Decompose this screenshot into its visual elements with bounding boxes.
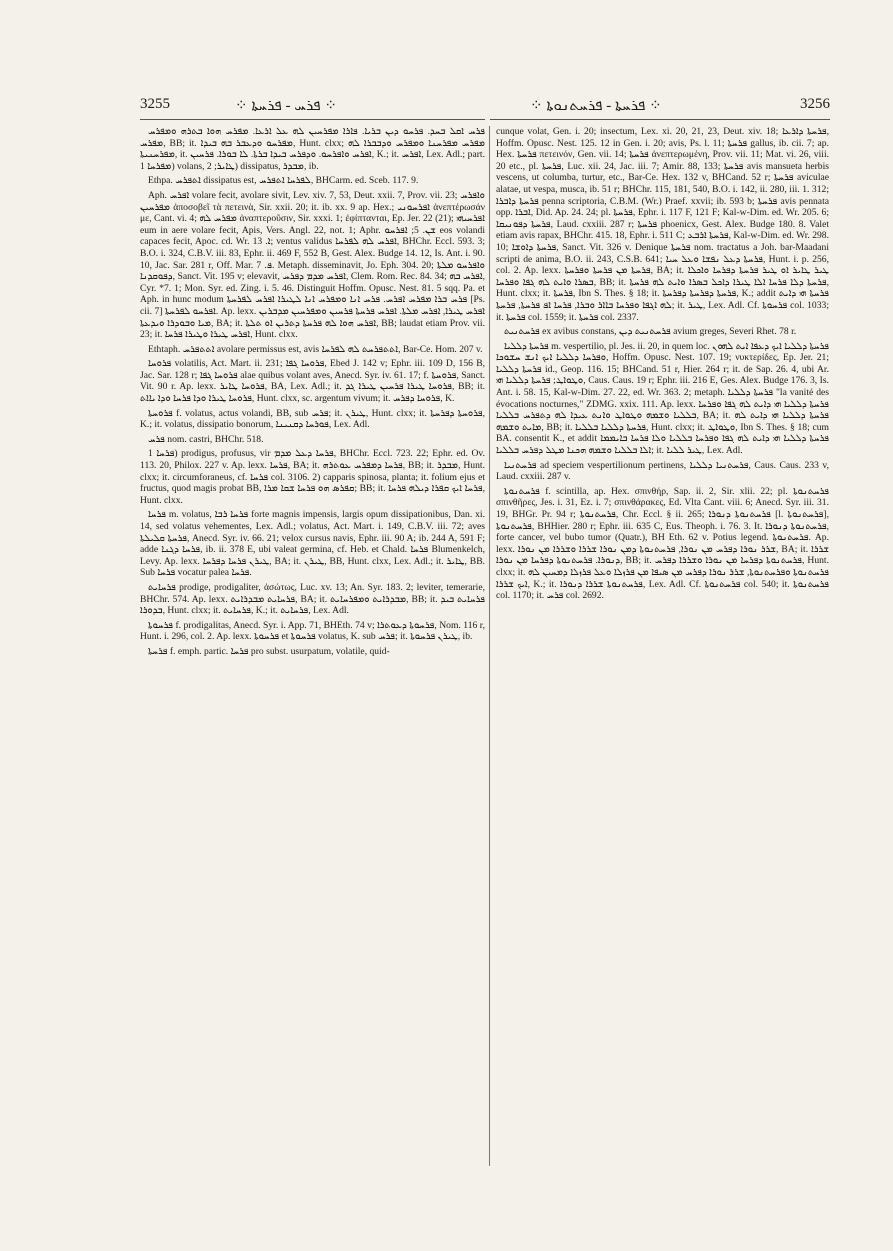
dictionary-entry: ܦܪܘܚܬܐ f. volatus, actus volandi, BB, sub ܦܪܚ; it. ܛܝܪܢ, Hunt. clxx; it. ܦܪܘܚܬܐ ܕܦܪܚܬܐ, K.; it. volatus, dissipatio bonorum, ܦܘܪܚܐ ܕܩܢܝܢܐ, Lex. Adl. bbox=[140, 407, 485, 431]
dictionary-entry: ܦܪܚܬܢܝܐ ad speciem vespertilionum pertinens, ܦܪܚܬܢܝܐ ܕܠܠܝܐ, Caus. Caus. 233 v, Laud. cxxiii. 287 v. bbox=[496, 459, 829, 483]
page-header bbox=[140, 96, 830, 118]
column-divider bbox=[489, 126, 490, 1166]
dictionary-entry: ܦܪܚܐ m. volatus, ܦܪܚܐ ܪܒܐ forte magnis impensis, largis opum dissipationibus, Dan. xi. 14, sed volatus vehementes, Lex. Adl.; volatus, Act. Mart. i. 149, C.B.V. iii. 72; aves ܦܪܚܬܐ ܩܠܝܠܬܐ, Anecd. Syr. iv. 66. 21; velox cursus navis, Ephr. iii. 90 A; ib. 244 A, 591 F; adde ܦܪܚܐ ܕܓܢܐ, ib. ii. 378 E, ubi valeat germina, cf. Heb. et Chald. ܦܪܚܐ Blumenkelch, Levy. Ap. lexx. ܛܝܪܢ ܦܪܚܐ ܕܦܪܚܐ, BA; it. ܛܝܪܢ, BB, Hunt. clxx, Lex. Adl.; it. ܛܐܝܪ, BB. Sub ܦܪܚܐ vocatur palea ܦܪܚܐ. bbox=[140, 509, 485, 579]
header-rule-left bbox=[140, 119, 485, 120]
dictionary-entry: Ethpa. ܐܬܦܪܚ dissipatus est, ܠܦܪܚܐ ܐܬܦܪܚ, BHCarm. ed. Sceb. 117. 9. bbox=[148, 175, 419, 187]
running-head-right: ⁘ ܦܪܚܬܐ - ܦܪܚܬܢܘܬܐ ⁘ bbox=[530, 98, 662, 114]
dictionary-entry: ܦܪܚܐܝܬ prodige, prodigaliter, ἀσώτως, Luc. xv. 13; An. Syr. 183. 2; leviter, temerarie, BHChr. 574. Ap. lexx. ܦܪܚܐܝܬ ܡܒܕܪܐܝܬ, BA; it. ܡܒܕܪܐܝܬ ܘܡܦܪܚܐܝܬ, BB; it. ܦܪܚܐܝܬ ܒܝܕ ܒܕܘܪܐ, Hunt. clxx; it. ܦܪܚܐܝܬ, K.; it. ܦܪܚܐܝܬ, Lex. Adl. bbox=[140, 581, 485, 617]
dictionary-entry: ܦܪܚܬܢܝܬ ex avibus constans, ܦܪܚܬܢܝܬ ܕܝܢ avium greges, Severi Rhet. 78 r. bbox=[504, 326, 797, 338]
dictionary-entry: ܦܪܚܬܐ f. emph. partic. ܦܪܚܐ pro subst. usurpatum, volatile, quid- bbox=[148, 645, 390, 657]
left-column bbox=[140, 126, 485, 1166]
page-number-right: 3256 bbox=[800, 96, 830, 112]
dictionary-entry: ܦܪܚܬܐ ܕܠܠܝܐ m. vespertilio, pl. Jes. ii. 20, in quem loc. ܦܪܚܬܐ ܕܠܠܝܐ ܐܝܟ ܕܥܦܐ ܐܝܬ ܠܗܘܢ ܘܦܪܚܐ ܕܠܠܝܐ ܐܝܟ ܐܢܫ ܚܫܘܟܐ, Hoffm. Opusc. Nest. 107. 19; νυκτερίδες, Ep. Jer. 21; ܦܪܚܬܐ ܕܠܠܝܐ id., Geop. 116. 15; BHCand. 51 r, Hier. 264 r; it. de Sap. 26. 4, ubi Ar. ܘܛܘܐܛ; ܦܪܚܬܐ ܕܠܠܝܐ ܗܝ, Caus. Caus. 19 r; Ephr. iii. 216 E, Ges. Alex. Budge 176. 3, Is. Ant. i. 58. 15, Kal-w-Dim. 27. 22, ed. Wr. 363. 2; metaph. ܦܪܚܬܐ ܕܠܠܝܐ "la vanité des évocations nocturnes," ZDMG. xxix. 111. Ap. lexx. ܦܪܚܬܐ ܕܠܠܝܐ ܗܝ ܕܐܝܬ ܠܗ ܓܦܐ ܘܦܪܚܐ ܒܠܠܝܐ ܘܫܡܗ ܘܛܘܐܛ ܘܐܢܬ ܥܝܕܐ ܠܗ ܕܬܦܪܚ ܒܠܠܝܐ, BA; it. ܦܪܚܬܐ ܕܠܠܝܐ ܗܝ ܕܐܝܬ ܠܗ ܡܐܝܬ ܘܫܡܗ, BB; it. ܦܪܚܬܐ ܕܠܠܝܐ ܒܠܠܝܐ, Hunt. clxx; it. ܘܛܘܐܛ, Ibn S. Thes. § 18; cum BA. consentit K., et addit ܦܪܚܬܐ ܕܠܠܝܐ ܗܝ ܕܐܝܬ ܠܗ ܓܦܐ ܘܦܪܚܐ ܒܠܠܝܐ ܘܠܐ ܦܪܚܐ ܒܐܝܡܡܐ ܐܠܐ ܒܠܠܝܐ ܘܫܡܗ ܗܟܢܐ ܡܛܠ ܕܦܪܚ ܒܠܠܝܐ; it. ܛܝܪ ܠܠܝܐ, Lex. Adl. bbox=[496, 340, 829, 457]
running-head-left: ⁘ ܦܪܚ - ܦܪܚܬܐ ⁘ bbox=[235, 98, 337, 114]
dictionary-entry: Ethtaph. ܐܬܬܦܪܚ avolare permissus est, avis ܐܬܬܦܪܚܬ ܠܗ ܠܦܪܚܐ, Bar-Ce. Hom. 207 v. bbox=[148, 343, 483, 355]
header-rule-right bbox=[490, 119, 830, 120]
dictionary-entry: ܦܪܚܬܢܘܬܐ f. scintilla, ap. Hex. σπινθήρ, Sap. ii. 2, Sir. xlii. 22; pl. ܦܪܚܬܢܘܬܐ σπινθῆρες, Jes. i. 31, Ez. i. 7; σπινθάρακες, Ed. Vlta Cant. viii. 6; Anecd. Syr. iii. 31. 19, BHGr. Pr. 94 r; ܦܪܚܬܢܘܬܐ, Chr. Eccl. § ii. 265; ܦܪܚܬܢܘܬܐ ܕܢܘܪܐ [l. ܦܪܚܬܢܘܬܐ], ܦܪܚܬܢܘܬܐ, BHHier. 280 r; Ephr. iii. 635 C, Eus. Theoph. i. 76. 3. It. ܦܪܚܬܢܘܬܐ ܕܢܘܪܐ, forte cancer, vel bubo tumor (Quatr.), BH Eth. 62 v. Potius legend. ܦܪܚܬܢܘܬܐ. Ap. lexx. ܫܪܪ ܢܘܪܐ ܕܦܪܚ ܡܢ ܢܘܪܐ, ܦܪܚܬܢܘܬܐ ܕܡܢ ܢܘܪܐ ܫܪܪܐ ܘܫܪܪܐ ܡܢ ܢܘܪܐ, BA; it. ܫܪܪܐ ܕܢܘܪܐ. ܦܪܚܬܢܘܬܐ ܕܦܪܚܐ ܡܢ ܢܘܪܐ, BB; it. ܦܪܚܬܢܘܬܐ ܕܦܪܚܐ ܡܢ ܢܘܪܐ ܘܫܪܪܐ ܕܦܪܚ, Hunt. clxx; it. ܦܪܚܬܢܘܬܐ ܘܦܪܚܬܢܘܬܐ, ܫܪܪ ܢܘܪܐ ܕܦܪܚ ܡܢ ܣܝܦܐ ܡܢ ܦܪܙܠܐ ܘܥܠ ܦܪܙܠܐ ܕܡܚܝܢ ܠܗ ܐܝܟ ܫܪܪܐ, K.; it. ܦܪܚܬܢܘܬܐ ܫܪܪܐ ܕܢܘܪܐ, Lex. Adl. Cf. ܦܪܚܬܢܘܬܐ col. 540; it. ܦܪܚܬܢܘܬܐ col. 1170; it. ܦܪܚ col. 2692. bbox=[496, 485, 829, 602]
dictionary-entry: ܦܪܘܚܐ volatilis, Act. Mart. ii. 231; ܦܪܘܚܐ ܓܦܐ, Ebed J. 142 v; Ephr. iii. 109 D, 156 B, Jac. Sar. 128 r; ܦܪܘܚܐ ܓܦܐ alae quibus volant aves, Anecd. Syr. iv. 61. 17; f. ܦܪܘܚܬܐ, Sanct. Vit. 90 r. Ap. lexx. ܦܪܘܚܐ ܛܐܝܪ, BA, Lex. Adl.; it. ܦܪܘܚܐ ܛܝܪܐ ܦܪܚܝܢ ܛܝܪܐ ܓܕ, BB; it. ܦܪܘܚܐ ܛܝܪܐ ܘܕܐ ܦܪܚܐ ܘܕܐ ܝܐܐܬ, Hunt. clxx, sc. argentum vivum; it. ܦܪܘܚܐ ܕܦܪܚ, K. bbox=[140, 358, 485, 405]
dictionary-entry: ܦܪܚܘܬܐ f. prodigalitas, Anecd. Syr. i. App. 71, BHEth. 74 v; ܦܪܚܘܬܐ ܕܥܘܬܪܐ, Nom. 116 r, Hunt. i. 296, col. 2. Ap. lexx. ܦܪܚܘܬܐ et ܦܪܚܘܬܐ volatus, K. sub ܦܪܚ; it. ܛܝܪܢ ܦܪܚܘܬܐ, ib. bbox=[140, 619, 485, 643]
dictionary-entry: cunque volat, Gen. i. 20; insectum, Lex. xi. 20, 21, 23, Deut. xiv. 18; ܦܪܚܬܐ ܕܐܪܥܐ, Hoffm. Opusc. Nest. 125. 12 in Gen. i. 20; avis, Ps. l. 11; ܦܪܚܬܐ gallus, ib. cii. 7; ap. Hex. ܦܪܚܬܐ πετεινόν, Gen. vii. 14; ܦܪܚܬܐ ἀνεπτερωμένη, Prov. vii. 11; Mat. vi. 26, viii. 20 etc., pl. ܦܪܚܬܐ, Luc. xii. 24, Jac. iii. 7; Amir. 88, 133; ܦܪܚܬܐ avis mansueta herbis vescens, ut columba, turtur, etc., Bar-Ce. Hex. 132 v, BHCand. 52 r; ܦܪܚܬܐ aviculae alatae, ut vespa, musca, ib. 51 r; BHChr. 115, 181, 540, B.O. i. 142, ii. 280, iii. 1. 312; ܦܪܚܬܐ ܕܐܒܪܐ penna scriptoria, C.B.M. (Wr.) Praef. xxvii; ib. 593 b; ܦܪܚܬܐ avis pennata opp. ܐܒܪܐ, Did. Ap. 24. 24; pl. ܦܪܚܬܐ, Ephr. i. 117 F, 121 F; Kal-w-Dim. ed. Wr. 205. 6; ܦܪܚܬܐ ܕܦܘܢܝܩܐ, Laud. cxxiii. 287 r; ܦܪܚܬܐ phoenicx, Gest. Alex. Budge 180. 8. Valet etiam avis rapax, BHChr. 415. 18, Ephr. i. 511 C; ܦܪܚܬܐ ܐܪܒܥ, Kal-w-Dim. ed. Wr. 298. 10; ܦܪܚܬܐ ܕܐܘܫܐ, Sanct. Vit. 326 v. Denique ܦܪܚܬܐ nom. tractatus a Joh. bar-Maadani scripti de anima, B.O. ii. 243, C.S.B. 641; ܦܪܚܬܐ ܕܥܠ ܢܦܫܐ ܘܥܠ ܚܝܐ, Hunt. i. p. 256, col. 2. Ap. lexx. ܦܪܚܬܐ ܡܢ ܦܪܚܬܐ ܘܦܪܚܬܐ, BA; it. ܛܝܪ ܛܐܝܪ ܐܘ ܛܝܪ ܦܪܚܬܐ ܕܦܪܚܐ ܘܐܟܠܐ ܒܣܪܐ ܘܐܝܬ ܠܗ ܓܦܐ ܘܦܪܚܐ, BB; it. ܦܪܚܬܐ ܕܠܐ ܦܪܚܐ ܐܠܐ ܛܝܪܐ ܕܐܟܠ ܒܣܪܐ ܘܐܝܬ ܠܗ ܦܪܚܬܐ, Hunt. clxx; it. ܦܪܚܬܐ, Ibn S. Thes. § 18; it. ܦܪܚܬܐ ܕܦܪܚܬܐ ܕܦܪܚܬܐ, K.; addit ܦܪܚܬܐ ܗܝ ܕܐܝܬ ܠܗ ܐܓܦܐ ܘܦܪܚܐ ܒܐܐܪ ܘܒܪܐ, ܦܪܚܐ ܐܦ ܦܪܚܬܐ, ܦܪܚܬܐ; it. ܛܝܪ, Lex. Adl. Cf. ܦܪܚܘܬܐ col. 1033; it. ܦܪܚܬܐ col. 1559; it. ܦܪܚܬܐ col. 2337. bbox=[496, 126, 829, 323]
page-number-left: 3255 bbox=[140, 96, 170, 112]
dictionary-entry: ܦܪܚܐ 1) prodigus, profusus, vir ܦܪܚܐ ܕܥܠ ܡܕܡ, BHChr. Eccl. 723. 22; Ephr. ed. Ov. 113. 20, Philox. 227 v. Ap. lexx. ܦܪܚܐ, BA; it. ܦܪܚܐ ܕܡܦܪܚ ܥܘܬܪܗ, BB; it. ܡܒܕܪ, Hunt. clxx; it. circumforaneus, cf. ܦܪܚܐ col. 3106. 2) capparis spinosa, planta; it. folium ejus et fructus, quod magis probat BB, ܩܦܪܣ ܗܘ ܦܪܚܐ ܫܩܐ ܡܪܐ; BB; it. ܦܪܚܐ ܐܝܟ ܩܦܪܐ ܕܝܠܗ ܦܪܚܐ, Hunt. clxx. bbox=[140, 448, 485, 506]
right-column bbox=[496, 126, 829, 1166]
dictionary-entry: Aph. ܐܦܪܚ volare fecit, avolare sivit, Lev. xiv. 7, 53, Deut. xxii. 7, Prov. vii. 23; ܘܐܦܪܚ ܡܦܪܚܝܢ ἀποσοβεῖ τὰ πετεινὰ, Sir. xxii. 20; it. ib. xx. 9 ap. Hex.; ܐܦܪܚܘܢܝ ἀνεπτέρωσάν με, Cant. vi. 4; ܡܦܪܚ ܠܗ ἀναπτεροῦσιν, Sir. xxxi. 1; ἐφίπτανται, Ep. Jer. 22 (21); ܐܦܪܚܝܗܝ eum in aere volare fecit, Apis, Vers. Angl. 22, not. 1; Aphr. ܫܢ. 5; ܐܦܪܚܘ eos volandi capaces fecit, Apoc. cd. Wr. ܐ. 13; ventus validus ܐܦܪܚ ܠܗ ܠܦܪܚܐ, BHChr. Eccl. 593. 3; B.O. i. 324, C.B.V. iii. 83, Ephr. ii. 469 F, 552 B, Gest. Alex. Budge 14. 12, Is. Ant. i. 90. 10, Jac. Sar. 281 r, Off. Mar. ܦ. 7. Metaph. disseminavit, Jo. Eph. 304. 20; ܘܐܦܪܚܘ ܡܠܬܐ ܕܦܘܩܕܢܐ, Sanct. Vit. 195 v; elevavit, ܐܦܪܚ ܡܕܡ ܕܦܪܚ, Clem. Rom. Rec. 84. 34; ܐܦܪܚ ܒܗ, Cyr. *7. 1; Mon. Syr. ed. Zing. i. 5. 46. Distinguit Hoffm. Opusc. Nest. 81. 5 sqq. Pa. et Aph. in hunc modum ܦܪܚ ܒܪܐ ܡܦܪܚ ܐܦܪܚ. ܦܪܚ ܐܢܐ ܘܡܦܪܚ ܐܢܐ ܠܛܝܪܐ ܐܦܪܚ ܠܦܪܚܬܐ [Ps. cii. 7] ܐܦܪܚܘ ܠܦܪܚܬܐ. Ap. lexx. ܐܦܪܚ ܛܝܪܐ, ܐܦܪܚ ܡܠܬܐ. ܐܦܪܚ ܦܪܚܬܐ ܦܪܚܝܢ ܘܡܦܪܚܝܢ ܡܕܒܪܝܢ ܡܝܐ ܘܒܘܕܪܐ ܘܝܕܥܬܐ, BA; it. ܐܦܪܚ ܗܘܐ ܠܗ ܦܪܚܬܐ ܕܬܪܝܢ ܐܘ ܬܠܬܐ, BB; laudat etiam Prov. vii. 23; it. ܐܦܪܚ ܛܝܪܐ ܘܛܝܪܐ ܦܪܚܐ, Hunt. clxx. bbox=[140, 189, 485, 341]
dictionary-entry: ܦܪܚ ܐܩܠ ܒܚܕ. ܦܪܚܘ ܕܝܢ ܒܪܝܐ. ܦܐܪܐ ܡܦܪܚܝܢ ܠܗ ܥܠ ܐܪܥܐ. ܡܦܪܚ ܗܘܐ ܒܬܪܗ ܘܡܦܪܚ ܡܦܪܚ, BB; it. ܡܦܪܚܘ ܘܕܥܒܪ ܒܗ ܒܝܕܐ, Hunt. clxx; ܡܦܪܚ ܡܦܪܚܢܐ ܘܡܦܪܚ ܘܕܒܒܪܐ ܠܗ ܡܦܪܚܢܝܬܐ, it. ܐܦܪܚ ܘܐܦܪܚܘ. ܘܕܦܪܚ ܒܝܕܐ ܒܪܬܐ. ܠܐ ܒܘܪܐ. ܦܪܚܝܢ, K.; it. ܐܦܪܚ, Lex. Adl.; part. ܡܦܪܚܐ 1) volans, ܛܐܝܪ; 2) dissipatus, ܡܒܕܪ, ib. bbox=[140, 126, 485, 172]
dictionary-entry: ܦܪܚ nom. castri, BHChr. 518. bbox=[148, 433, 264, 445]
